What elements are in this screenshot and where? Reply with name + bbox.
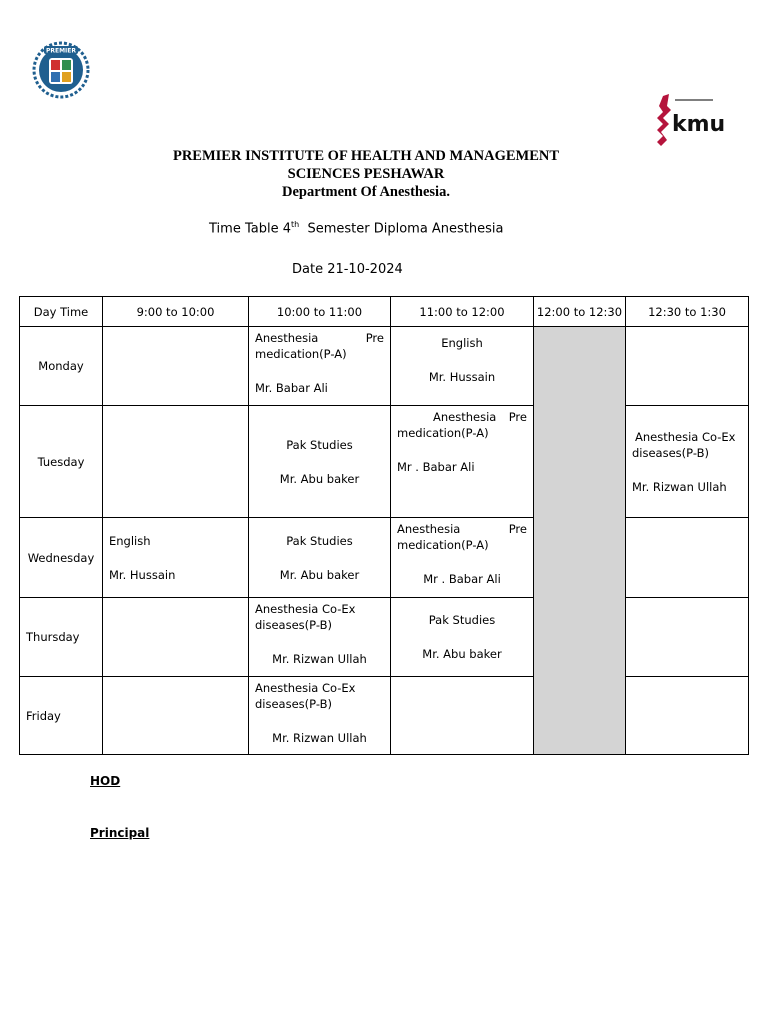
institute-name-line1: PREMIER INSTITUTE OF HEALTH AND MANAGEMENT xyxy=(172,148,560,164)
timetable-title: Time Table 4th Semester Diploma Anesthesia xyxy=(209,220,504,237)
empty-cell xyxy=(391,677,534,755)
empty-cell xyxy=(626,677,749,755)
class-cell: Anesthesia Co-Ex diseases(P-B) Mr. Rizwan Ullah xyxy=(249,677,391,755)
table-row xyxy=(20,598,749,677)
principal-signature-label: Principal xyxy=(90,826,150,840)
class-cell: Anesthesia Co-Ex diseases(P-B) Mr. Rizwan Ullah xyxy=(626,406,749,518)
day-cell: Wednesday xyxy=(20,518,103,598)
day-cell: Tuesday xyxy=(20,406,103,518)
svg-text:kmu: kmu xyxy=(672,112,726,137)
timetable-date: Date 21-10-2024 xyxy=(292,262,403,277)
empty-cell xyxy=(626,327,749,406)
column-header: Day Time xyxy=(20,297,103,327)
empty-cell xyxy=(626,598,749,677)
timetable xyxy=(19,296,749,755)
column-header: 9:00 to 10:00 xyxy=(103,297,249,327)
svg-text:PREMIER: PREMIER xyxy=(45,47,77,55)
class-cell: English Mr. Hussain xyxy=(103,518,249,598)
empty-cell xyxy=(103,406,249,518)
day-cell: Monday xyxy=(20,327,103,406)
class-cell: Pak Studies Mr. Abu baker xyxy=(249,518,391,598)
day-cell: Thursday xyxy=(20,598,103,677)
column-header: 10:00 to 11:00 xyxy=(249,297,391,327)
kmu-logo xyxy=(655,92,726,148)
empty-cell xyxy=(103,327,249,406)
day-cell: Friday xyxy=(20,677,103,755)
empty-cell xyxy=(103,677,249,755)
column-header: 11:00 to 12:00 xyxy=(391,297,534,327)
table-row xyxy=(20,518,749,598)
empty-cell xyxy=(626,518,749,598)
class-cell: Pak Studies Mr. Abu baker xyxy=(391,598,534,677)
column-header: 12:00 to 12:30 xyxy=(534,297,626,327)
table-row xyxy=(20,406,749,518)
class-cell: Pak Studies Mr. Abu baker xyxy=(249,406,391,518)
hod-signature-label: HOD xyxy=(90,774,121,788)
class-cell: Anesthesia Pre medication(P-A) Mr . Babar Ali xyxy=(391,518,534,598)
premier-institute-logo xyxy=(32,40,90,100)
department-name: Department Of Anesthesia. xyxy=(282,184,450,200)
class-cell: Anesthesia Co-Ex diseases(P-B) Mr. Rizwan Ullah xyxy=(249,598,391,677)
institute-name-line2: SCIENCES PESHAWAR xyxy=(287,166,445,182)
class-cell: Anesthesia Pre medication(P-A) Mr. Babar Ali xyxy=(249,327,391,406)
table-row xyxy=(20,327,749,406)
class-cell: Anesthesia Pre medication(P-A) Mr . Babar Ali xyxy=(391,406,534,518)
empty-cell xyxy=(103,598,249,677)
table-row xyxy=(20,677,749,755)
class-cell: English Mr. Hussain xyxy=(391,327,534,406)
break-column xyxy=(534,327,626,755)
table-header-row xyxy=(20,297,749,327)
column-header: 12:30 to 1:30 xyxy=(626,297,749,327)
